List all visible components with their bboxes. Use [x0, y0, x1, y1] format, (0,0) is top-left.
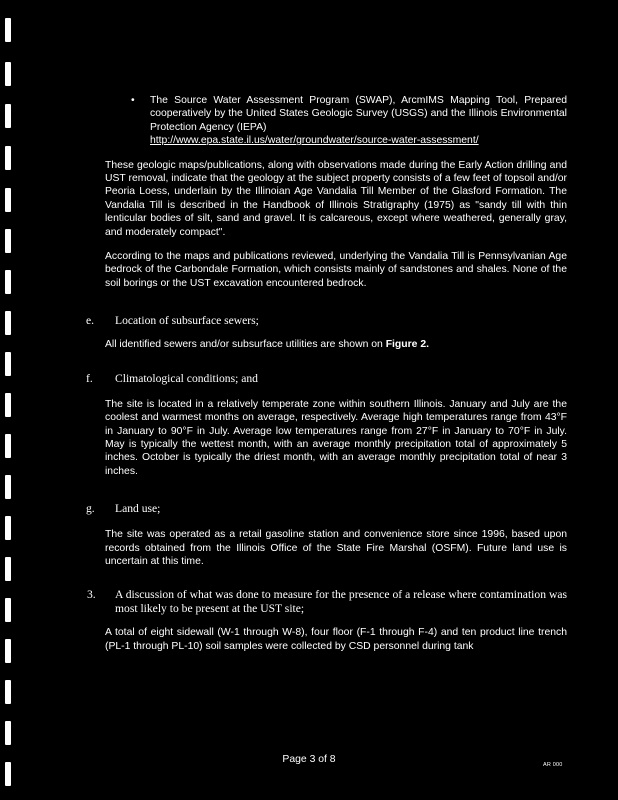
section-3-heading: [87, 588, 567, 616]
section-g-heading: [86, 502, 567, 516]
section-g-title: Land use;: [115, 502, 161, 516]
section-g-body: The site was operated as a retail gasoline station and convenience store since 1996, based upon records obtained from the Illinois Office of the State Fire Marshal (OSFM). Future land use is uncertain at this time.: [105, 529, 567, 567]
document-body: [86, 94, 567, 653]
binder-hole: [5, 104, 11, 128]
binder-hole: [5, 639, 11, 663]
binder-hole: [5, 475, 11, 499]
bedrock-paragraph: According to the maps and publications reviewed, underlying the Vandalia Till is Pennsylvanian Age bedrock of the Carbondale Formation, which consists mainly of sandstones and shales. None of the soil borings or the UST excavation encountered bedrock.: [105, 251, 567, 289]
section-g-number: g.: [86, 502, 95, 516]
binder-hole: [5, 680, 11, 704]
section-e-title: Location of subsurface sewers;: [115, 314, 259, 328]
binder-hole: [5, 721, 11, 745]
section-f-number: f.: [86, 371, 93, 385]
binder-hole: [5, 311, 11, 335]
section-e-number: e.: [86, 314, 95, 328]
section-3-body: A total of eight sidewall (W-1 through W-8), four floor (F-1 through F-4) and ten product line trench (PL-1 through PL-10) soil samples were collected by CSD personnel during tank: [105, 627, 567, 652]
bates-number: AR 000: [543, 762, 563, 768]
binder-hole: [5, 516, 11, 540]
section-f-body: The site is located in a relatively temperate zone within southern Illinois. January and July are the coolest and warmest months on average, respectively. Average high temperatures range from 43°F in January to 90°F in July. Average low temperatures range from 27°F in January to 70°F in July. May is typically the wettest month, with an average monthly precipitation total of approximately 5 inches. October is typically the driest month, with an average monthly precipitation total of near 3 inches.: [105, 398, 567, 477]
section-e-heading: [86, 314, 567, 328]
binder-hole: [5, 18, 11, 42]
section-3-number: 3.: [87, 588, 96, 602]
source-water-link[interactable]: http://www.epa.state.il.us/water/groundwater/source-water-assessment/: [150, 135, 479, 147]
binder-hole: [5, 62, 11, 86]
binder-hole: [5, 270, 11, 294]
geology-paragraph: These geologic maps/publications, along with observations made during the Early Action drilling and UST removal, indicate that the geology at the subject property consists of a few feet of topsoil and/or Peoria Loess, underlain by the Illinoian Age Vandalia Till Member of the Glasford Formation. The Vandalia Till is described in the Handbook of Illinois Stratigraphy (1975) as "sandy till with thin lenticular bodies of silt, sand and gravel. It is calcareous, except where weathered, generally gray, and moderately compact".: [105, 159, 567, 238]
binder-hole: [5, 557, 11, 581]
section-f-heading: [86, 371, 567, 386]
binder-hole: [5, 188, 11, 212]
binder-hole: [5, 434, 11, 458]
bullet-text: The Source Water Assessment Program (SWAP), ArcmIMS Mapping Tool, Prepared cooperatively by the United States Geologic Survey (USGS) and the Illinois Environmental Protection Agency (IEPA): [150, 95, 567, 133]
binder-hole: [5, 393, 11, 417]
section-e-body: [105, 338, 567, 351]
binder-hole: [5, 762, 11, 786]
binder-hole: [5, 229, 11, 253]
binder-hole: [5, 146, 11, 170]
page-number: Page 3 of 8: [282, 754, 336, 765]
bullet-dot-icon: •: [131, 95, 135, 106]
binder-hole: [5, 598, 11, 622]
figure-2-reference: Figure 2.: [385, 339, 430, 351]
section-e-body-text: All identified sewers and/or subsurface utilities are shown on: [105, 339, 386, 351]
section-f-title: Climatological conditions; and: [115, 371, 258, 385]
source-bullet: [105, 94, 567, 148]
section-3-title: A discussion of what was done to measure for the presence of a release where contamination was most likely to be present at the UST site;: [115, 588, 567, 616]
binder-hole: [5, 352, 11, 376]
binder-holes: [0, 0, 20, 800]
